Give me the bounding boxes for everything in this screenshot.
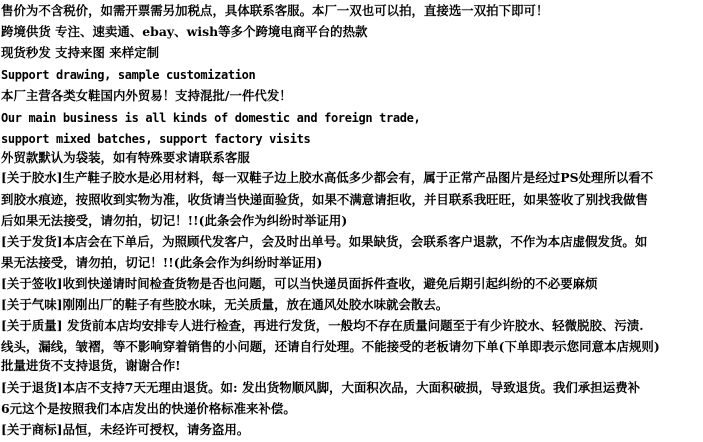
shipping-policy-line-1: [关于发货]本店会在下单后，为照顾代发客户，会及时出单号。如果缺货，会联系客户退款，不作为本店虚假发货。如 <box>1 234 648 249</box>
glue-policy-line-1: [关于胶水]生产鞋子胶水是必用材料，每一双鞋子边上胶水高低多少都会有，属于正常产品图片是经过PS处理所以看不 <box>1 170 654 185</box>
shipping-policy-line-2: 果无法接受，请勿拍，切记！!!(此条会作为纠纷时举证用) <box>1 255 323 270</box>
quality-policy-line-3: 批量进货不支持退货，谢谢合作! <box>1 358 181 373</box>
stock-shipping-note: 现货秒发 支持来图 来样定制 <box>1 45 160 60</box>
quality-policy-line-2: 线头，漏线，皱褶，等不影响穿着销售的小问题，还请自行处理。不能接受的老板请勿下单(下单即表示您同意本店规则) <box>1 339 660 354</box>
customization-note-en: Support drawing, sample customization <box>1 68 256 82</box>
cross-border-supply: 跨境供货 专注、速卖通、ebay、wish等多个跨境电商平台的热款 <box>1 24 368 39</box>
glue-policy-line-3: 后如果无法接受，请勿拍，切记！!!(此条会作为纠纷时举证用) <box>1 213 348 228</box>
return-policy-line-1: [关于退货]本店不支持7天无理由退货。如: 发出货物顺风脚，大面积次品，大面积破损，导致退货。我们承担运费补 <box>1 380 641 395</box>
main-business-note-en: Our main business is all kinds of domestic and foreign trade, <box>1 111 421 125</box>
odor-policy: [关于气味]刚刚出厂的鞋子有些胶水味，无关质量，放在通风处胶水味就会散去。 <box>1 297 449 312</box>
glue-policy-line-2: 到胶水痕迹，按照收到实物为准，收货请当快递面验货，如果不满意请拒收，并目联系我旺旺，如果签收了别找我做售 <box>1 192 648 207</box>
receipt-policy: [关于签收]收到快递请时间检查货物是否也问题，可以当快递员面拆件查收，避免后期引起纠纷的不必要麻烦 <box>1 276 598 291</box>
pricing-note: 售价为不含税价，如需开票需另加税点，具体联系客服。本厂一双也可以拍，直接选一双拍下即可！ <box>1 3 549 18</box>
trademark-policy: [关于商标]品恒，未经许可授权，请务盗用。 <box>1 422 250 437</box>
packaging-note: 外贸款默认为袋装，如有特殊要求请联系客服 <box>1 150 250 165</box>
main-business-note: 本厂主营各类女鞋国内外贸易！支持混批/一件代发！ <box>1 88 292 103</box>
quality-policy-line-1: [关于质量] 发货前本店均安排专人进行检查，再进行发货，一般均不存在质量问题至于有少许胶水、轻微脱胶、污渍. <box>1 318 644 333</box>
return-policy-line-2: 6元这个是按照我们本店发出的快递价格标准来补偿。 <box>1 401 296 416</box>
mixed-batches-note-en: support mixed batches, support factory visits <box>1 132 311 146</box>
